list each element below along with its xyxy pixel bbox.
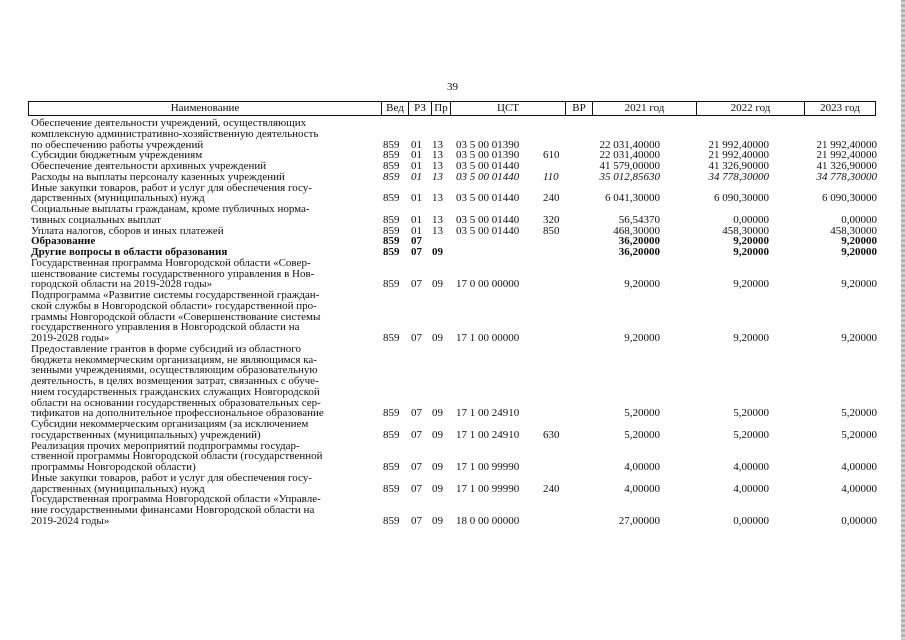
cell-ved: 859: [383, 170, 400, 183]
table-body: [31, 118, 877, 527]
cell-y2: 9,20000: [733, 235, 769, 248]
cell-y1: 36,20000: [618, 235, 660, 248]
cell-cst: 17 1 00 99990: [456, 482, 520, 495]
cell-y2: 0,00000: [733, 213, 769, 226]
cell-cst: 03 5 00 01390: [456, 138, 520, 151]
cell-y2: 9,20000: [733, 332, 769, 344]
row-name-line: Образование: [31, 235, 96, 248]
table-row: [31, 290, 877, 344]
cell-y3: 0,00000: [841, 213, 877, 226]
table-row: [31, 204, 877, 226]
cell-cst: 18 0 00 00000: [456, 514, 520, 527]
cell-y2: 4,00000: [733, 482, 769, 495]
table-row: [31, 172, 877, 183]
cell-y1: 41 579,00000: [599, 160, 660, 172]
cell-rz: 07: [411, 482, 422, 495]
row-name-line: области на основании государственных образовательных сер-: [31, 396, 321, 409]
row-name-line: тификатов на дополнительное профессиональное образование: [31, 407, 324, 420]
page-number: 39: [447, 81, 458, 93]
row-name-line: государственных (муниципальных) учреждений): [31, 428, 261, 441]
cell-ved: 859: [383, 138, 400, 151]
table-row: [31, 441, 877, 473]
cell-vr: 610: [543, 149, 560, 162]
cell-y2: 9,20000: [733, 246, 769, 258]
cell-y2: 41 326,90000: [708, 160, 769, 172]
row-name-line: граммы Новгородской области «Совершенствование системы: [31, 310, 321, 323]
cell-y2: 5,20000: [733, 407, 769, 420]
row-cells: [31, 516, 877, 527]
cell-y1: 56,54370: [618, 213, 660, 226]
cell-rz: 01: [411, 160, 422, 172]
cell-ved: 859: [383, 160, 400, 172]
cell-pr: 13: [432, 160, 443, 172]
cell-ved: 859: [383, 192, 400, 205]
row-name-line: шенствование системы государственного управления в Нов-: [31, 267, 315, 280]
cell-pr: 13: [432, 138, 443, 151]
cell-y1: 4,00000: [624, 482, 660, 495]
cell-rz: 01: [411, 192, 422, 205]
row-name-line: тивных социальных выплат: [31, 213, 161, 226]
row-name-line: дарственных (муниципальных) нужд: [31, 482, 205, 495]
cell-pr: 13: [432, 170, 443, 183]
table-row: [31, 118, 877, 150]
cell-pr: 09: [432, 482, 443, 495]
cell-y3: 458,30000: [830, 224, 877, 237]
row-name-line: Другие вопросы в области образования: [31, 246, 228, 258]
cell-y3: 0,00000: [841, 514, 877, 527]
cell-rz: 01: [411, 138, 422, 151]
cell-y2: 9,20000: [733, 278, 769, 291]
row-name-line: деятельность, в целях возмещения затрат, связанных с обуче-: [31, 375, 319, 387]
cell-y2: 458,30000: [722, 224, 769, 237]
cell-cst: 03 5 00 01440: [456, 170, 520, 183]
row-name-line: ние государственными финансами Новгородской области на: [31, 504, 315, 516]
cell-cst: 17 1 00 00000: [456, 332, 520, 344]
cell-rz: 07: [411, 428, 422, 441]
cell-y3: 41 326,90000: [816, 160, 877, 172]
cell-y3: 9,20000: [841, 278, 877, 291]
cell-cst: 03 5 00 01390: [456, 149, 520, 162]
cell-rz: 07: [411, 514, 422, 527]
cell-rz: 01: [411, 170, 422, 183]
cell-ved: 859: [383, 482, 400, 495]
cell-cst: 03 5 00 01440: [456, 213, 520, 226]
cell-ved: 859: [383, 428, 400, 441]
row-name-line: программы Новгородской области): [31, 461, 196, 473]
row-name-line: Субсидии некоммерческим организациям (за исключением: [31, 418, 309, 430]
cell-y3: 4,00000: [841, 482, 877, 495]
table-row: [31, 494, 877, 526]
cell-rz: 07: [411, 278, 422, 291]
cell-y2: 5,20000: [733, 428, 769, 441]
cell-pr: 09: [432, 461, 443, 473]
cell-ved: 859: [383, 213, 400, 226]
cell-y1: 6 041,30000: [605, 192, 660, 205]
cell-vr: 320: [543, 213, 560, 226]
cell-y3: 5,20000: [841, 428, 877, 441]
row-name-line: 2019-2024 годы»: [31, 514, 110, 527]
cell-pr: 13: [432, 224, 443, 237]
cell-y3: 6 090,30000: [822, 192, 877, 205]
row-name-line: бюджета некоммерческим организациям, не являющимся ка-: [31, 353, 317, 366]
row-cells: [31, 215, 877, 226]
cell-vr: 240: [543, 482, 560, 495]
cell-rz: 07: [411, 235, 422, 248]
cell-y3: 21 992,40000: [816, 149, 877, 162]
row-name-line: Подпрограмма «Развитие системы государственной граждан-: [31, 289, 320, 301]
cell-ved: 859: [383, 514, 400, 527]
cell-y1: 9,20000: [624, 278, 660, 291]
cell-pr: 09: [432, 246, 443, 258]
cell-rz: 07: [411, 461, 422, 473]
cell-y3: 9,20000: [841, 235, 877, 248]
cell-cst: 17 1 00 99990: [456, 461, 520, 473]
cell-pr: 09: [432, 407, 443, 420]
cell-pr: 13: [432, 192, 443, 205]
cell-pr: 09: [432, 332, 443, 344]
row-name-line: по обеспечению работы учреждений: [31, 138, 204, 151]
row-name-line: Предоставление грантов в форме субсидий из областного: [31, 342, 302, 355]
cell-rz: 07: [411, 407, 422, 420]
cell-pr: 13: [432, 213, 443, 226]
cell-y3: 21 992,40000: [816, 138, 877, 151]
cell-y3: 34 778,30000: [816, 170, 877, 183]
header-rz: РЗ: [409, 102, 432, 115]
cell-y2: 21 992,40000: [708, 138, 769, 151]
cell-y2: 6 090,30000: [714, 192, 769, 205]
row-name-line: Обеспечение деятельности учреждений, осуществляющих: [31, 117, 307, 129]
cell-y1: 468,30000: [613, 224, 660, 237]
cell-y1: 36,20000: [618, 246, 660, 258]
row-name-line: 2019-2028 годы»: [31, 332, 110, 344]
cell-ved: 859: [383, 224, 400, 237]
table-row: [31, 419, 877, 441]
cell-cst: 17 1 00 24910: [456, 407, 520, 420]
row-name-line: Обеспечение деятельности архивных учреждений: [31, 160, 267, 172]
header-name: Наименование: [29, 102, 382, 115]
header-year-2021: 2021 год: [593, 102, 697, 115]
row-name-line: Иные закупки товаров, работ и услуг для обеспечения госу-: [31, 181, 312, 194]
cell-rz: 01: [411, 224, 422, 237]
row-name-line: Государственная программа Новгородской области «Совер-: [31, 256, 311, 269]
cell-vr: 630: [543, 428, 560, 441]
row-name-line: Расходы на выплаты персоналу казенных учреждений: [31, 170, 285, 183]
header-pr: Пр: [432, 102, 451, 115]
cell-y3: 9,20000: [841, 246, 877, 258]
row-name-line: дарственных (муниципальных) нужд: [31, 192, 205, 205]
cell-y2: 4,00000: [733, 461, 769, 473]
cell-y1: 22 031,40000: [599, 149, 660, 162]
cell-pr: 09: [432, 278, 443, 291]
cell-cst: 03 5 00 01440: [456, 224, 520, 237]
cell-pr: 13: [432, 149, 443, 162]
row-name-line: Реализация прочих мероприятий подпрограммы государ-: [31, 439, 300, 452]
cell-cst: 03 5 00 01440: [456, 160, 520, 172]
row-name-line: нием государственных гражданских служащих Новгородской: [31, 385, 320, 398]
scan-edge-shadow: [901, 0, 905, 640]
cell-y3: 4,00000: [841, 461, 877, 473]
row-name-line: Иные закупки товаров, работ и услуг для обеспечения госу-: [31, 471, 312, 484]
table-row: [31, 258, 877, 290]
cell-y1: 5,20000: [624, 428, 660, 441]
cell-vr: 240: [543, 192, 560, 205]
cell-vr: 110: [543, 170, 559, 183]
cell-ved: 859: [383, 461, 400, 473]
row-name-line: Государственная программа Новгородской области «Управле-: [31, 493, 321, 506]
cell-y1: 5,20000: [624, 407, 660, 420]
cell-y3: 5,20000: [841, 407, 877, 420]
row-name-line: зенными учреждениями, осуществляющим образовательную: [31, 364, 318, 377]
cell-y1: 9,20000: [624, 332, 660, 344]
cell-ved: 859: [383, 407, 400, 420]
cell-rz: 01: [411, 149, 422, 162]
header-vr: ВР: [566, 102, 593, 115]
row-name-line: ственной программы Новгородской области (государственной: [31, 450, 323, 463]
table-row: [31, 183, 877, 205]
row-name-line: комплексную административно-хозяйственную деятельность: [31, 127, 319, 140]
cell-y1: 4,00000: [624, 461, 660, 473]
header-cst: ЦСТ: [451, 102, 566, 115]
cell-y2: 21 992,40000: [708, 149, 769, 162]
cell-rz: 07: [411, 332, 422, 344]
cell-rz: 01: [411, 213, 422, 226]
cell-ved: 859: [383, 246, 400, 258]
table-header: [28, 101, 876, 116]
cell-pr: 09: [432, 428, 443, 441]
header-year-2023: 2023 год: [820, 102, 860, 114]
row-name-line: Социальные выплаты гражданам, кроме публичных норма-: [31, 203, 310, 215]
cell-y2: 0,00000: [733, 514, 769, 527]
row-name-line: Уплата налогов, сборов и иных платежей: [31, 224, 224, 237]
cell-cst: 17 0 00 00000: [456, 278, 520, 291]
cell-ved: 859: [383, 149, 400, 162]
header-ved: Вед: [382, 102, 409, 115]
cell-y2: 34 778,30000: [708, 170, 769, 183]
row-name-line: государственного управления в Новгородской области на: [31, 321, 300, 334]
row-cells: [31, 430, 877, 441]
cell-y1: 35 012,85630: [599, 170, 660, 183]
cell-cst: 03 5 00 01440: [456, 192, 520, 205]
cell-y1: 27,00000: [618, 514, 660, 527]
cell-cst: 17 1 00 24910: [456, 428, 520, 441]
row-name-line: городской области на 2019-2028 годы»: [31, 278, 213, 291]
cell-vr: 850: [543, 224, 560, 237]
cell-ved: 859: [383, 278, 400, 291]
cell-ved: 859: [383, 235, 400, 248]
header-year-2022: 2022 год: [697, 102, 805, 115]
cell-y3: 9,20000: [841, 332, 877, 344]
table-row: [31, 473, 877, 495]
cell-y1: 22 031,40000: [599, 138, 660, 151]
row-cells: [31, 172, 877, 183]
row-name-line: Субсидии бюджетным учреждениям: [31, 149, 203, 162]
table-row: [31, 344, 877, 419]
row-name-line: ской службы в Новгородской области» государственной про-: [31, 299, 317, 312]
cell-pr: 09: [432, 514, 443, 527]
cell-ved: 859: [383, 332, 400, 344]
cell-rz: 07: [411, 246, 422, 258]
